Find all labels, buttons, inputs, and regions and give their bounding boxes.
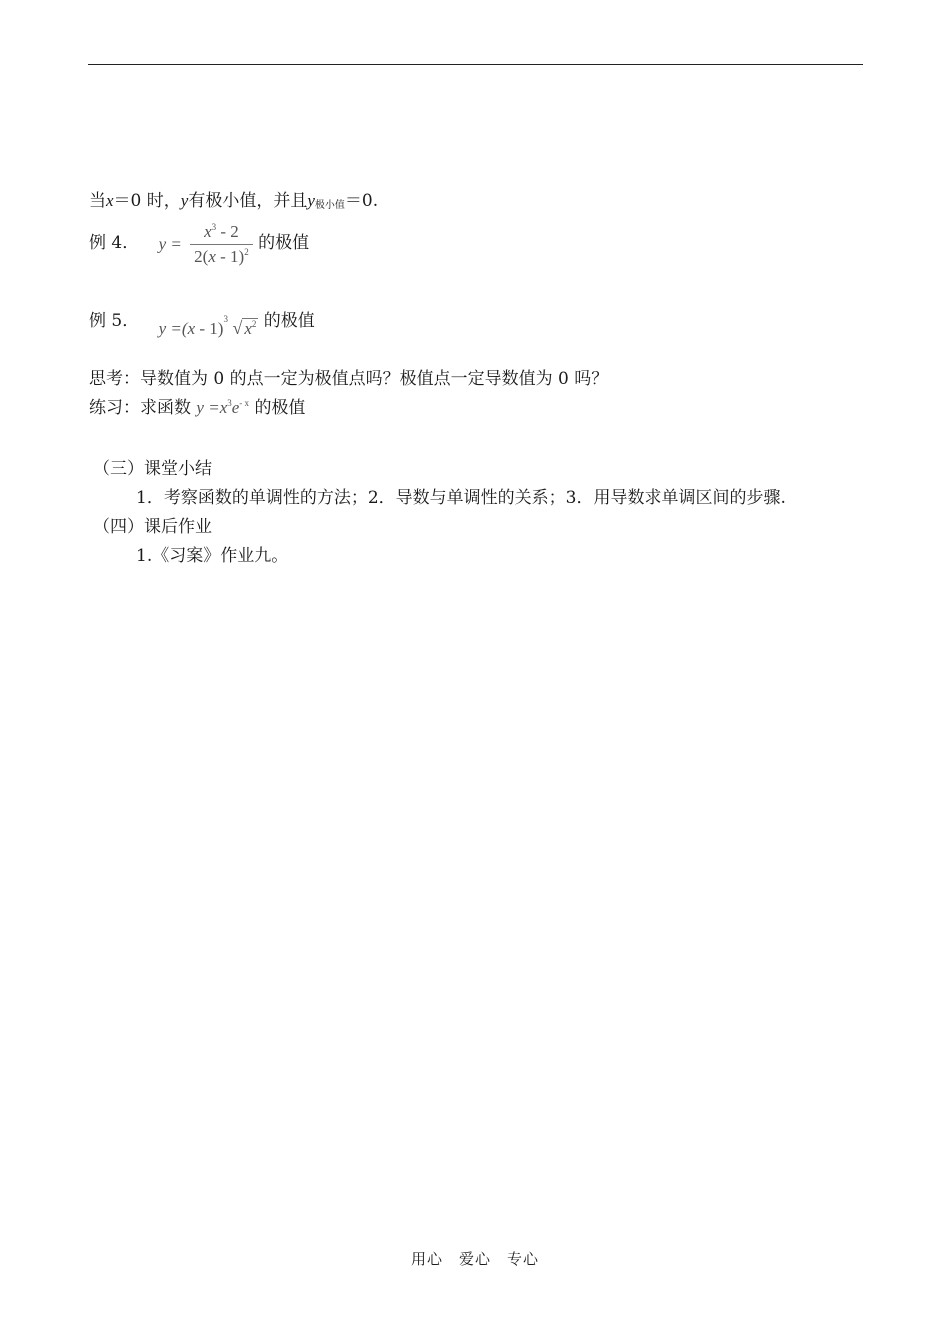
formula-lhs: y =	[158, 234, 182, 254]
var-y: y	[307, 191, 315, 210]
example-4	[89, 222, 313, 273]
section-3-heading: （三）课堂小结	[93, 459, 212, 479]
fraction-denominator: 2(x - 1)$^2$	[190, 244, 253, 267]
practice-formula: $y =x^3e^{- x}$	[196, 398, 250, 417]
footer-word: 专心	[507, 1250, 540, 1268]
subscript-label: 极小值	[314, 200, 345, 211]
fraction-numerator: $x^3 - 2$	[204, 222, 239, 241]
footer-word: 用心	[410, 1250, 443, 1268]
fraction	[190, 222, 253, 267]
text: 有极小值，并且	[188, 191, 308, 211]
example-suffix: 的极值	[263, 311, 315, 331]
cube-root: 3 √ $x^2$	[223, 314, 257, 338]
var-y: y	[180, 191, 189, 210]
section-3-item: 1．考察函数的单调性的方法；2．导数与单调性的关系；3．用导数求单调区间的步骤.	[136, 488, 786, 508]
formula-5: y =(x - 1) 3 √ $x^2$	[158, 314, 257, 338]
footer-word: 爱心	[458, 1250, 491, 1268]
min-value-statement	[89, 186, 378, 211]
var-x: x	[106, 191, 114, 210]
example-5	[89, 306, 315, 338]
page-footer	[0, 1248, 950, 1269]
text: ＝0 时，	[113, 191, 181, 211]
think-question: 思考：导数值为 0 的点一定为极值点吗？极值点一定导数值为 0 吗？	[89, 369, 609, 389]
practice-prefix: 练习：求函数	[89, 398, 191, 418]
example-label: 例 5．	[89, 311, 140, 331]
section-4-heading: （四）课后作业	[93, 517, 212, 537]
example-suffix: 的极值	[258, 233, 310, 253]
formula-4	[159, 222, 257, 267]
practice-suffix: 的极值	[254, 398, 306, 418]
header-rule	[88, 64, 863, 65]
practice	[89, 393, 305, 418]
section-4-item: 1.《习案》作业九。	[136, 546, 289, 566]
example-label: 例 4．	[89, 233, 140, 253]
text: 当	[89, 191, 106, 211]
text: ＝0.	[344, 191, 379, 211]
